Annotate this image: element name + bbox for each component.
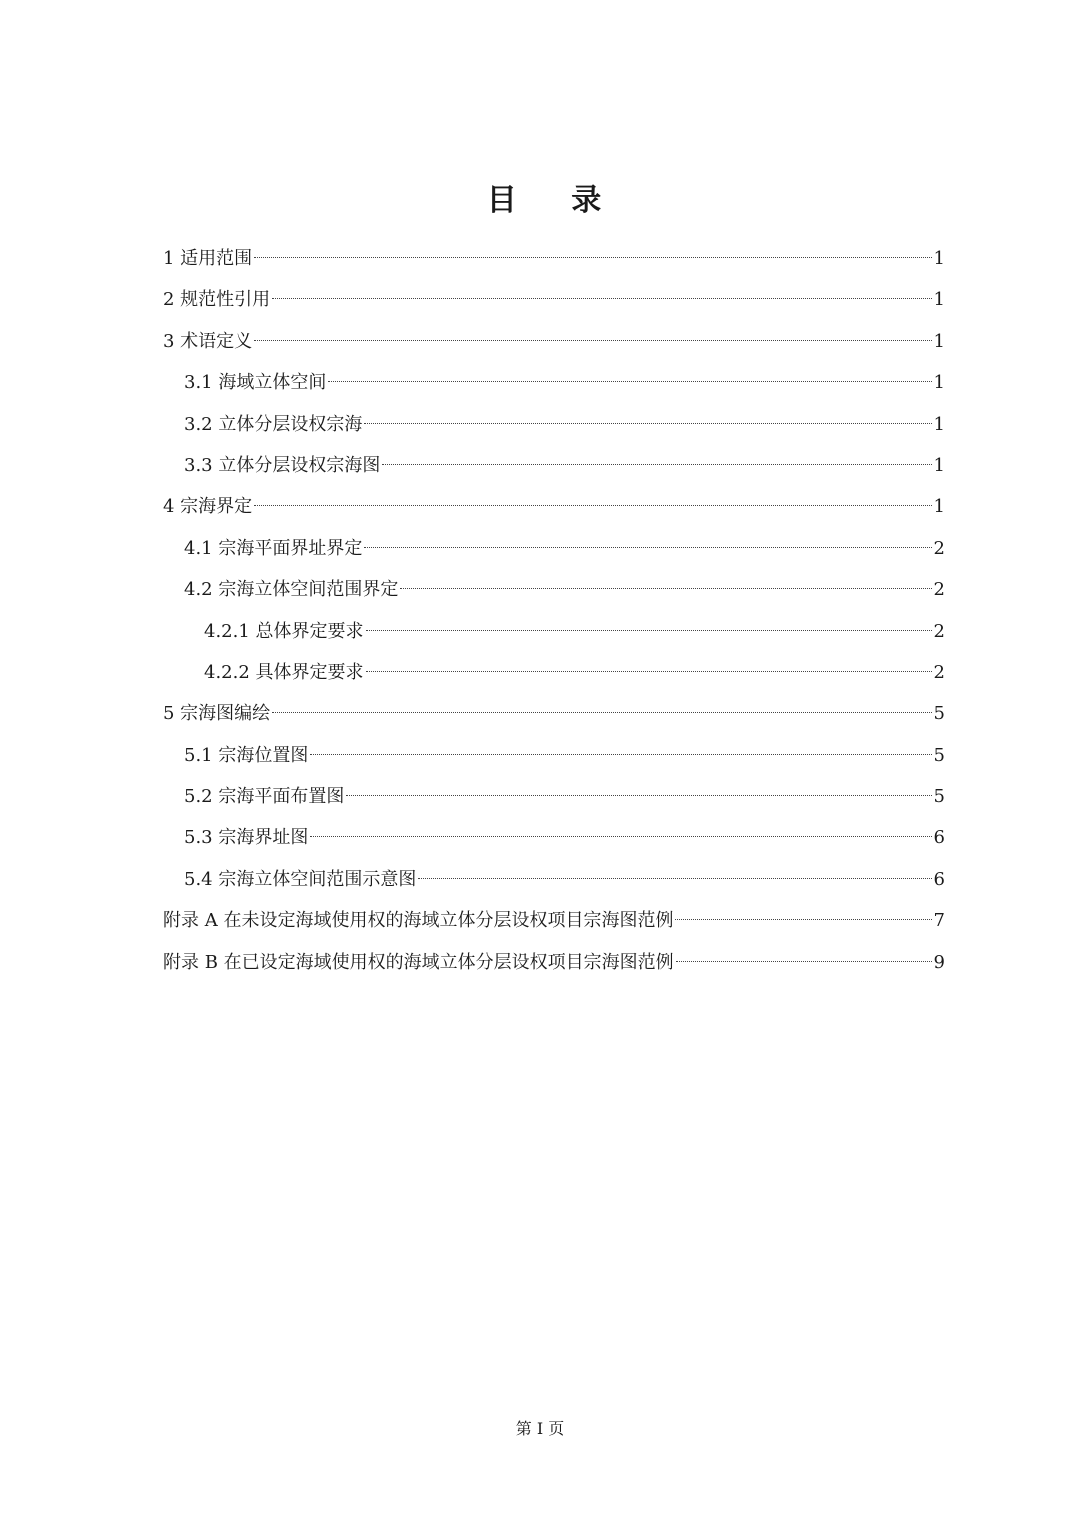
toc-entry-page-number: 1	[933, 454, 945, 476]
toc-entry-page-number: 5	[933, 703, 945, 725]
toc-entry-page-number: 5	[933, 744, 945, 766]
page-title: 目 录	[486, 183, 624, 218]
toc-dot-leader	[254, 257, 931, 258]
table-of-contents	[163, 238, 945, 983]
toc-entry[interactable]	[163, 528, 945, 569]
toc-entry[interactable]	[163, 611, 945, 652]
toc-entry-label: 4.2.1 总体界定要求	[204, 620, 364, 642]
toc-entry[interactable]	[163, 652, 945, 693]
toc-entry-label: 3 术语定义	[163, 330, 253, 352]
toc-dot-leader	[676, 961, 932, 962]
toc-dot-leader	[364, 423, 931, 424]
toc-dot-leader	[254, 505, 931, 506]
toc-entry-page-number: 1	[933, 496, 945, 518]
toc-entry-page-number: 1	[933, 248, 945, 269]
toc-entry-page-number: 2	[933, 537, 945, 559]
toc-entry-label: 1 适用范围	[163, 248, 253, 269]
toc-entry-label: 4.2.2 具体界定要求	[204, 661, 364, 683]
toc-dot-leader	[310, 754, 931, 755]
toc-entry-label: 5 宗海图编绘	[163, 703, 271, 725]
toc-entry-page-number: 1	[933, 289, 945, 311]
toc-entry-label: 4.2 宗海立体空间范围界定	[184, 579, 399, 601]
toc-entry[interactable]	[163, 445, 945, 486]
toc-dot-leader	[366, 671, 932, 672]
toc-dot-leader	[366, 630, 932, 631]
toc-entry-label: 2 规范性引用	[163, 289, 271, 311]
toc-dot-leader	[400, 588, 931, 589]
toc-dot-leader	[418, 878, 931, 879]
toc-entry-page-number: 7	[933, 910, 945, 932]
toc-dot-leader	[346, 795, 931, 796]
toc-entry[interactable]	[163, 569, 945, 610]
toc-entry[interactable]	[163, 279, 945, 320]
toc-dot-leader	[272, 298, 931, 299]
toc-entry-page-number: 1	[933, 330, 945, 352]
toc-dot-leader	[310, 836, 931, 837]
toc-entry-label: 4 宗海界定	[163, 496, 253, 518]
toc-entry-page-number: 2	[933, 579, 945, 601]
toc-entry[interactable]	[163, 776, 945, 817]
toc-entry-label: 附录 B 在已设定海域使用权的海域立体分层设权项目宗海图范例	[163, 951, 674, 973]
toc-entry[interactable]	[163, 900, 945, 941]
toc-entry-label: 4.1 宗海平面界址界定	[184, 537, 363, 559]
toc-entry[interactable]	[163, 859, 945, 900]
toc-entry-page-number: 2	[933, 620, 945, 642]
toc-entry-page-number: 2	[933, 661, 945, 683]
toc-entry-label: 5.3 宗海界址图	[184, 827, 309, 849]
toc-entry-label: 3.2 立体分层设权宗海	[184, 413, 363, 435]
toc-entry[interactable]	[163, 404, 945, 445]
toc-entry[interactable]	[163, 817, 945, 858]
toc-entry[interactable]	[163, 321, 945, 362]
toc-dot-leader	[272, 712, 931, 713]
toc-entry-label: 3.3 立体分层设权宗海图	[184, 454, 381, 476]
toc-entry-label: 5.4 宗海立体空间范围示意图	[184, 868, 417, 890]
toc-entry[interactable]	[163, 693, 945, 734]
toc-entry-label: 附录 A 在未设定海域使用权的海域立体分层设权项目宗海图范例	[163, 910, 674, 932]
toc-entry[interactable]	[163, 735, 945, 776]
toc-entry-page-number: 1	[933, 372, 945, 394]
toc-dot-leader	[675, 919, 931, 920]
toc-entry-label: 5.1 宗海位置图	[184, 744, 309, 766]
page-number-footer: 第 I 页	[515, 1419, 565, 1438]
toc-entry[interactable]	[163, 486, 945, 527]
toc-entry-page-number: 5	[933, 786, 945, 808]
toc-entry-label: 5.2 宗海平面布置图	[184, 786, 345, 808]
toc-dot-leader	[364, 547, 931, 548]
toc-dot-leader	[382, 464, 931, 465]
toc-entry-page-number: 1	[933, 413, 945, 435]
toc-entry[interactable]	[163, 362, 945, 403]
toc-dot-leader	[254, 340, 931, 341]
toc-entry-page-number: 9	[933, 951, 945, 973]
toc-entry[interactable]	[163, 238, 945, 279]
toc-dot-leader	[328, 381, 931, 382]
toc-entry[interactable]	[163, 942, 945, 983]
toc-entry-label: 3.1 海域立体空间	[184, 372, 327, 394]
toc-entry-page-number: 6	[933, 868, 945, 890]
toc-entry-page-number: 6	[933, 827, 945, 849]
